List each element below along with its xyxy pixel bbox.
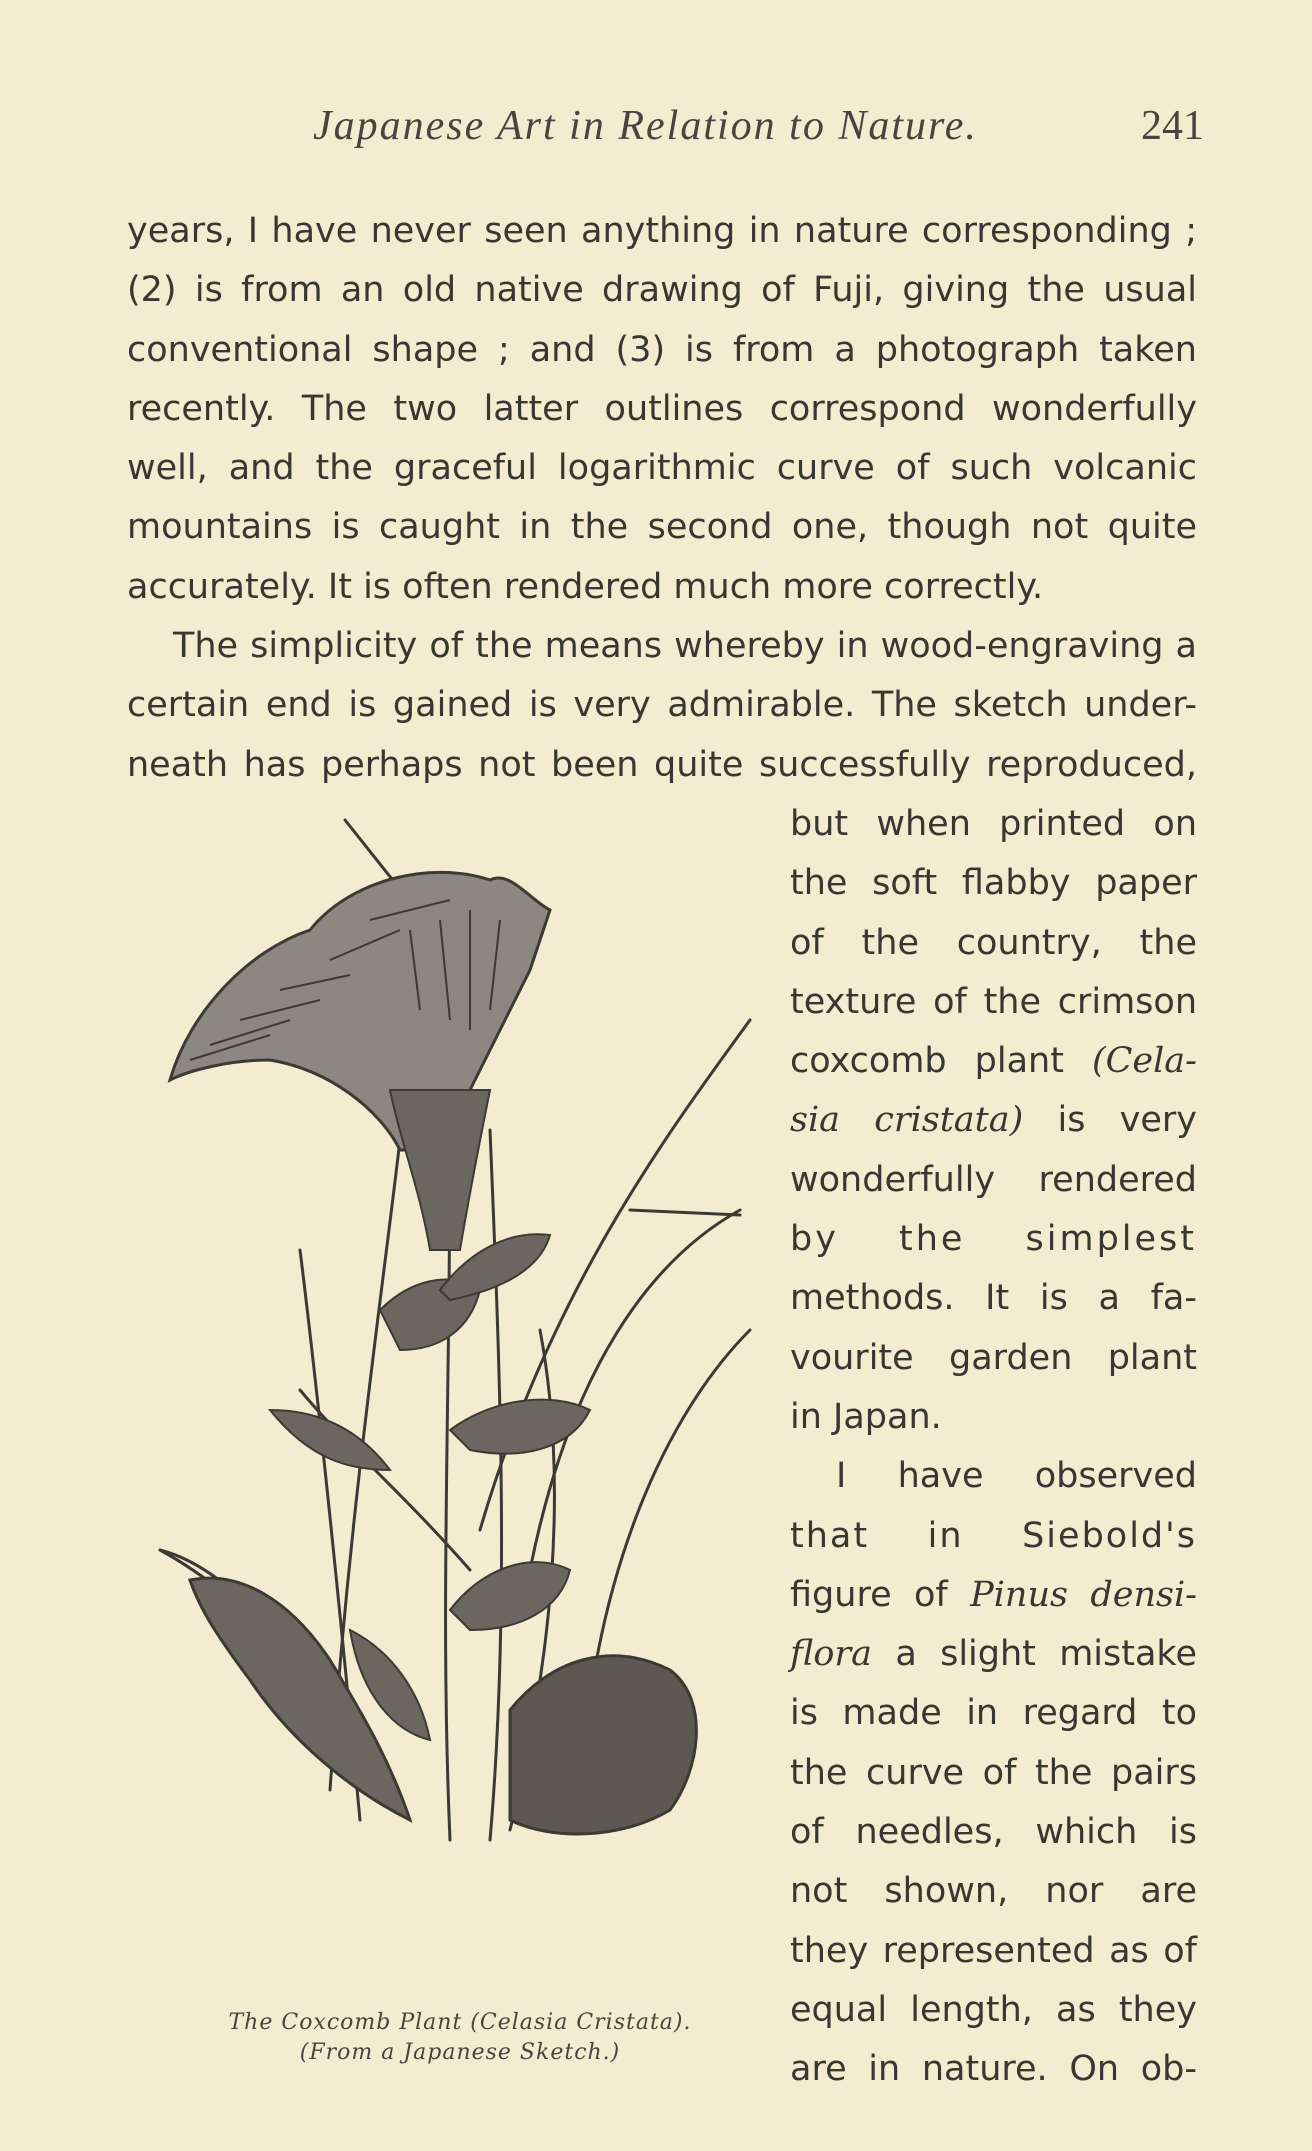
mid-leaf xyxy=(450,1400,590,1454)
text-line: conventional shape ; and (3) is from a photograph taken xyxy=(127,329,1197,370)
stem-stroke xyxy=(490,1130,502,1840)
flower-spike xyxy=(390,1090,490,1250)
text-line: of the country, the xyxy=(790,922,1197,963)
text-line: The simplicity of the means whereby in wood-engraving a xyxy=(173,626,1197,666)
mid-leaf xyxy=(270,1410,390,1470)
text-line: are in nature. On ob- xyxy=(790,2049,1197,2090)
text-line: the curve of the pairs xyxy=(790,1752,1197,1793)
page-header xyxy=(128,102,1204,162)
coxcomb-crest xyxy=(170,872,550,1150)
text-line: not shown, nor are xyxy=(790,1871,1197,1912)
text-line: that in Siebold's xyxy=(790,1515,1197,1556)
text-line: methods. It is a fa- xyxy=(790,1278,1197,1319)
stem-stroke xyxy=(630,1210,740,1215)
coxcomb-illustration xyxy=(150,810,770,2040)
text-line: recently. The two latter outlines correspond wonderfully xyxy=(127,388,1197,429)
text-line: texture of the crimson xyxy=(790,981,1197,1022)
text-line: accurately. It is often rendered much more correctly. xyxy=(127,566,1044,607)
text-line: but when printed on xyxy=(790,804,1197,844)
text-line xyxy=(790,1566,1197,1625)
text-line xyxy=(790,1625,1197,1684)
paragraph-2 xyxy=(127,617,1197,795)
text-line: years, I have never seen anything in nature corresponding ; xyxy=(127,211,1197,251)
mid-leaf xyxy=(450,1562,570,1630)
paragraph-1 xyxy=(127,202,1197,617)
text-line: well, and the graceful logarithmic curve of such volcanic xyxy=(127,448,1197,489)
page-number: 241 xyxy=(1141,103,1204,149)
running-title: Japanese Art in Relation to Nature. xyxy=(313,103,978,149)
italic-segment: (Cela- xyxy=(1091,1041,1197,1082)
text-line: I have observed xyxy=(836,1456,1197,1497)
text-segment: is very xyxy=(1023,1100,1197,1141)
text-line: mountains is caught in the second one, though not quite xyxy=(127,507,1197,548)
wrapped-text-column xyxy=(790,795,1197,2100)
text-segment: figure of xyxy=(790,1574,971,1615)
coxcomb-plant-drawing xyxy=(150,810,770,2010)
figure-caption-line-2: (From a Japanese Sketch.) xyxy=(299,2040,621,2065)
italic-segment: sia cristata) xyxy=(790,1100,1024,1141)
text-line: vourite garden plant xyxy=(790,1337,1197,1378)
text-line: is made in regard to xyxy=(790,1693,1197,1734)
text-line: they represented as of xyxy=(790,1930,1197,1971)
text-line: the soft flabby paper xyxy=(790,863,1197,904)
text-line: wonderfully rendered xyxy=(790,1159,1197,1200)
text-line xyxy=(790,1032,1197,1091)
text-line: equal length, as they xyxy=(790,1989,1197,2030)
text-line: (2) is from an old native drawing of Fuji, giving the usual xyxy=(127,270,1197,311)
text-line: certain end is gained is very admirable. The sketch under- xyxy=(127,685,1197,726)
text-line: neath has perhaps not been quite successfully reproduced, xyxy=(127,744,1197,785)
text-segment: coxcomb plant xyxy=(790,1041,1092,1082)
italic-segment: flora xyxy=(790,1634,873,1675)
figure-caption-line-1: The Coxcomb Plant (Celasia Cristata). xyxy=(228,2010,692,2035)
text-segment: a slight mistake xyxy=(872,1634,1197,1675)
text-line xyxy=(790,1091,1197,1150)
text-line: in Japan. xyxy=(790,1396,942,1437)
italic-segment: Pinus densi- xyxy=(970,1574,1197,1615)
text-line: by the simplest xyxy=(790,1219,1197,1260)
text-line: of needles, which is xyxy=(790,1812,1197,1853)
lower-right-leaf xyxy=(510,1656,696,1834)
